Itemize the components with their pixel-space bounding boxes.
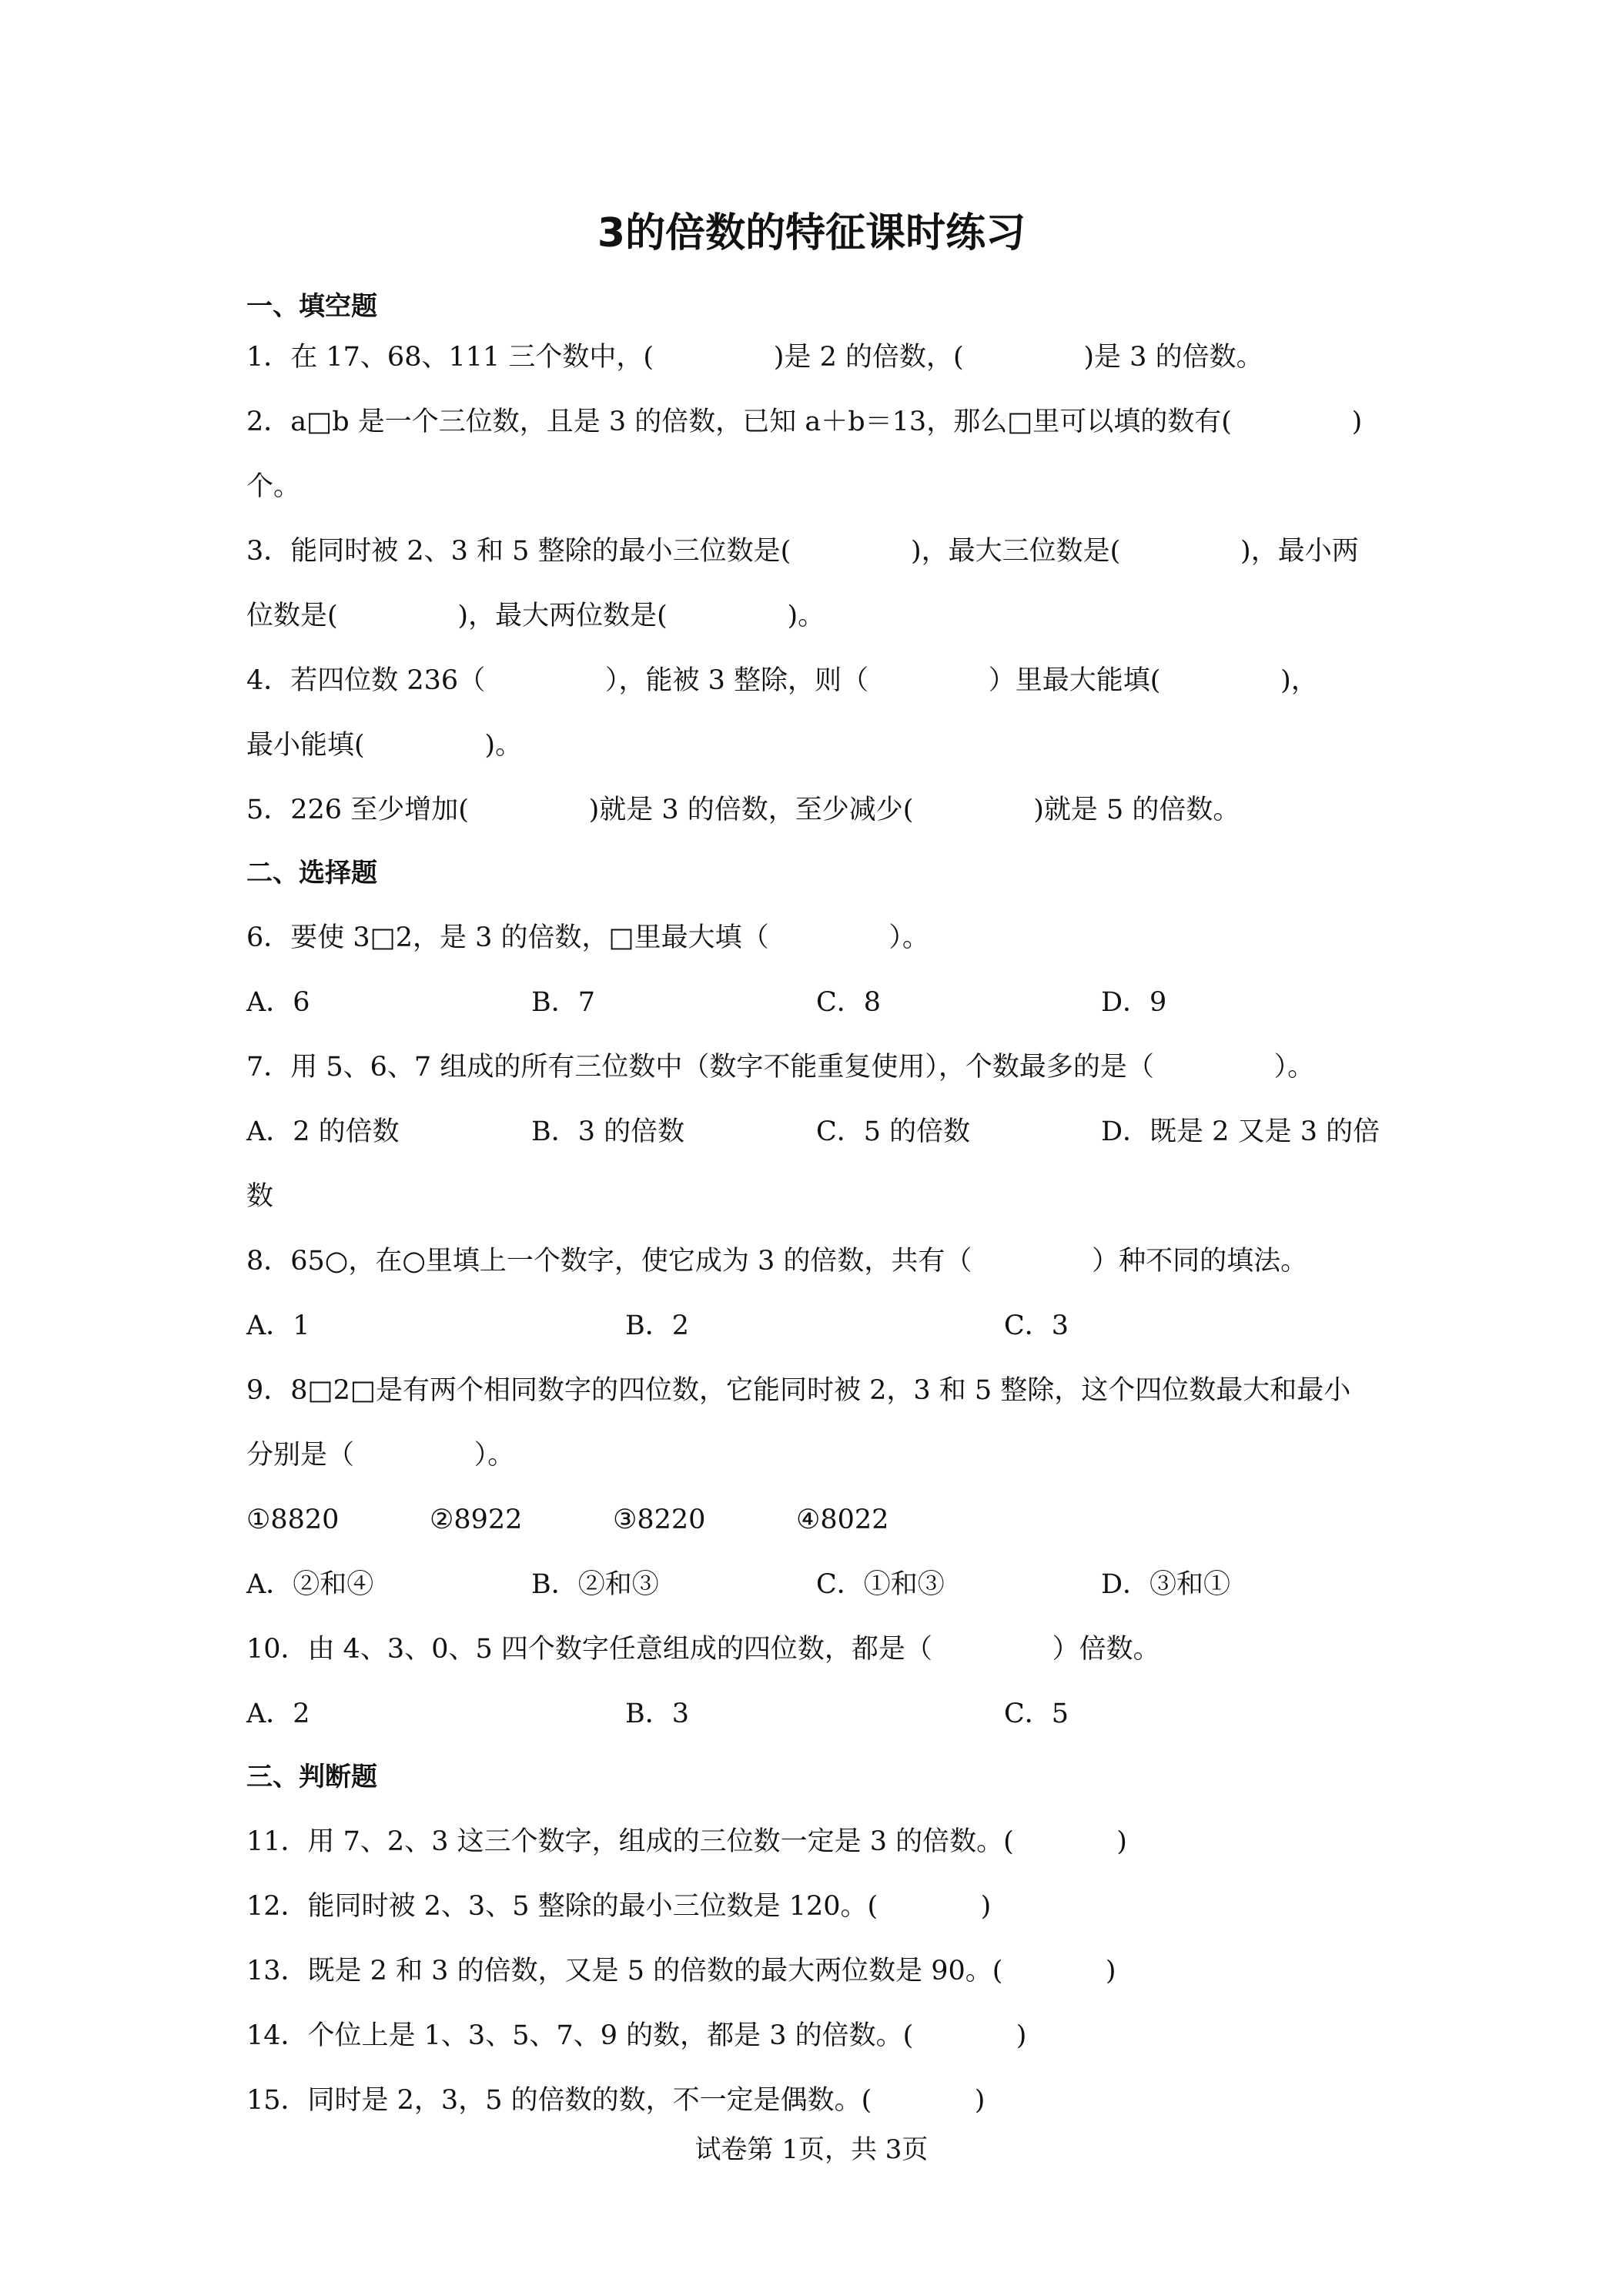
question-5: 5．226 至少增加( )就是 3 的倍数，至少减少( )就是 5 的倍数。 [246, 795, 1240, 825]
q9-item-4: ④8022 [796, 1504, 889, 1535]
q7-option-c: C．5 的倍数 [816, 1116, 971, 1147]
q7-option-a: A．2 的倍数 [246, 1116, 400, 1147]
page-title: 3的倍数的特征课时练习 [597, 210, 1026, 256]
question-7: 7．用 5、6、7 组成的所有三位数中（数字不能重复使用），个数最多的是（ ）。 [246, 1052, 1315, 1083]
q10-option-a: A．2 [246, 1699, 310, 1729]
section-heading-true-false: 三、判断题 [246, 1762, 377, 1792]
question-10: 10．由 4、3、0、5 四个数字任意组成的四位数，都是（ ）倍数。 [246, 1634, 1160, 1665]
q9-option-b: B．②和③ [531, 1569, 659, 1600]
q9-item-1: ①8820 [246, 1504, 340, 1535]
question-13: 13．既是 2 和 3 的倍数，又是 5 的倍数的最大两位数是 90。( ) [246, 1956, 1116, 1986]
question-6: 6．要使 3□2，是 3 的倍数，□里最大填（ ）。 [246, 922, 929, 953]
q10-option-b: B．3 [625, 1699, 689, 1729]
question-11: 11．用 7、2、3 这三个数字，组成的三位数一定是 3 的倍数。( ) [246, 1826, 1127, 1857]
q6-option-a: A．6 [246, 987, 310, 1018]
page-footer: 试卷第 1页，共 3页 [694, 2134, 929, 2165]
question-3: 3．能同时被 2、3 和 5 整除的最小三位数是( )，最大三位数是( )，最小两 [246, 536, 1359, 567]
question-3-continued: 位数是( )，最大两位数是( )。 [246, 601, 825, 631]
q9-item-3: ③8220 [613, 1504, 706, 1535]
q7-option-d-continued: 数 [246, 1181, 274, 1212]
section-heading-fill-in: 一、填空题 [246, 291, 377, 322]
q6-option-d: D．9 [1101, 987, 1167, 1018]
question-8: 8．65○，在○里填上一个数字，使它成为 3 的倍数，共有（ ）种不同的填法。 [246, 1246, 1308, 1277]
section-heading-choice: 二、选择题 [246, 858, 377, 889]
question-2: 2．a□b 是一个三位数，且是 3 的倍数，已知 a＋b＝13，那么□里可以填的数有( ) [246, 407, 1363, 437]
question-12: 12．能同时被 2、3、5 整除的最小三位数是 120。( ) [246, 1891, 992, 1922]
question-14: 14．个位上是 1、3、5、7、9 的数，都是 3 的倍数。( ) [246, 2020, 1027, 2051]
question-4-continued: 最小能填( )。 [246, 730, 523, 761]
q9-item-2: ②8922 [430, 1504, 523, 1535]
question-9: 9．8□2□是有两个相同数字的四位数，它能同时被 2，3 和 5 整除，这个四位数最大和最小 [246, 1375, 1351, 1406]
q8-option-c: C．3 [1004, 1310, 1069, 1341]
question-15: 15．同时是 2，3，5 的倍数的数，不一定是偶数。( ) [246, 2085, 986, 2116]
q7-option-d: D．既是 2 又是 3 的倍 [1101, 1116, 1380, 1147]
question-9-continued: 分别是（ ）。 [246, 1440, 515, 1471]
q9-option-a: A．②和④ [246, 1569, 374, 1600]
q6-option-c: C．8 [816, 987, 882, 1018]
question-1: 1．在 17、68、111 三个数中，( )是 2 的倍数，( )是 3 的倍数。 [246, 342, 1263, 373]
q9-option-d: D．③和① [1101, 1569, 1231, 1600]
question-4: 4．若四位数 236（ ），能被 3 整除，则（ ）里最大能填( )， [246, 665, 1318, 696]
q9-option-c: C．①和③ [816, 1569, 945, 1600]
q8-option-b: B．2 [625, 1310, 689, 1341]
question-2-continued: 个。 [246, 471, 301, 502]
q7-option-b: B．3 的倍数 [531, 1116, 685, 1147]
q8-option-a: A．1 [246, 1310, 310, 1341]
q6-option-b: B．7 [531, 987, 595, 1018]
q10-option-c: C．5 [1004, 1699, 1069, 1729]
